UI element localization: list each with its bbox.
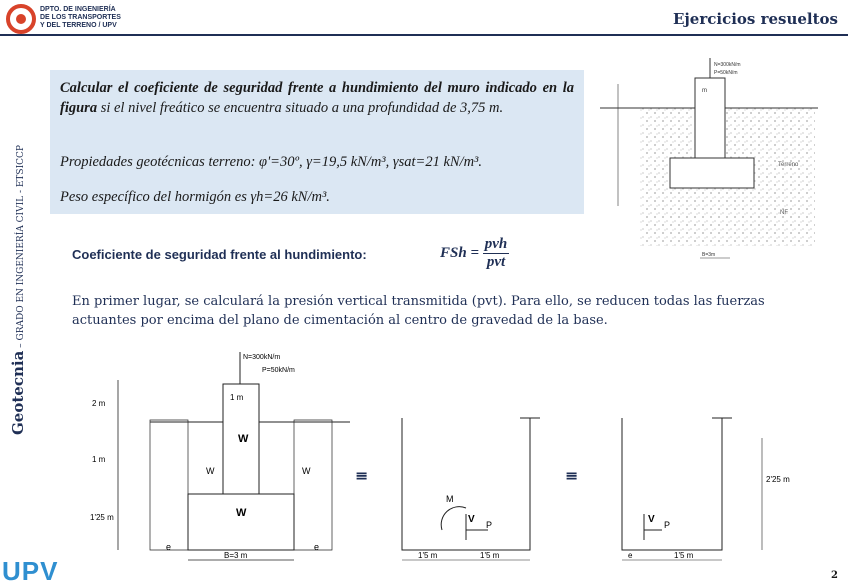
svg-text:m: m (702, 88, 707, 94)
svg-text:2 m: 2 m (92, 399, 106, 408)
safety-factor-label: Coeficiente de seguridad frente al hundimiento: (72, 247, 367, 262)
wall-soil-figure (590, 56, 830, 268)
upv-logo: UPV (2, 556, 59, 586)
svg-text:NF: NF (780, 210, 788, 216)
equivalence-symbol: ≡ (355, 466, 369, 485)
department-name: DPTO. DE INGENIERÍA DE LOS TRANSPORTES Y DEL TERRENO / UPV (40, 6, 121, 29)
svg-text:1'25 m: 1'25 m (90, 513, 114, 522)
resultant-forces-diagram (380, 410, 560, 572)
svg-text:W: W (238, 433, 249, 445)
svg-text:e: e (166, 542, 172, 552)
eccentric-load-diagram (600, 410, 810, 572)
svg-text:P=50kN/m: P=50kN/m (714, 70, 738, 76)
svg-text:1 m: 1 m (230, 393, 244, 402)
page-title: Ejercicios resueltos (672, 10, 838, 28)
svg-text:P=50kN/m: P=50kN/m (262, 367, 295, 374)
svg-text:N=300kN/m: N=300kN/m (243, 354, 281, 361)
safety-factor-formula: FSh = $\frac{\text{pvh}}{\text{pvt}}$ (440, 236, 508, 270)
explanation-text: En primer lugar, se calculará la presión vertical transmitida (pvt). Para ello, se reducen todas las fuerzas actuantes por encima del plano de cimentación al centro de gravedad de la base. (72, 294, 765, 328)
svg-text:W: W (206, 466, 215, 476)
svg-text:1 m: 1 m (92, 455, 106, 464)
svg-text:V: V (648, 514, 655, 525)
svg-text:1'5 m: 1'5 m (480, 551, 500, 560)
svg-text:Terreno: Terreno (778, 162, 799, 168)
wall-forces-diagram (90, 350, 360, 572)
equivalence-symbol-2: ≡ (565, 466, 579, 485)
header-rule (0, 34, 848, 36)
svg-text:N=300kN/m: N=300kN/m (714, 62, 741, 68)
soil-properties: Propiedades geotécnicas terreno: φ'=30º, γ=19,5 kN/m³, γsat=21 kN/m³. (60, 154, 483, 170)
page-number: 2 (831, 570, 838, 581)
svg-text:M: M (446, 494, 454, 504)
svg-text:V: V (468, 514, 475, 525)
svg-text:e: e (314, 542, 320, 552)
svg-text:W: W (236, 507, 247, 519)
svg-text:1'5 m: 1'5 m (674, 551, 694, 560)
course-side-label (8, 145, 27, 435)
concrete-unit-weight: Peso específico del hormigón es γh=26 kN/m³. (60, 189, 330, 205)
course-degree: – GRADO EN INGENIERÍA CIVIL - ETSICCP (16, 145, 26, 351)
problem-statement: Calcular el coeficiente de seguridad frente a hundimiento del muro indicado en la figura si el nivel freático se encuentra situado a una profundidad de 3,75 m. (60, 80, 574, 116)
svg-text:W: W (302, 466, 311, 476)
svg-text:P: P (486, 520, 493, 530)
svg-text:e: e (628, 551, 633, 560)
dept-logo-icon (6, 4, 36, 34)
svg-text:B=3m: B=3m (702, 252, 716, 258)
course-name: Geotecnia (9, 350, 27, 435)
svg-text:2'25 m: 2'25 m (766, 475, 790, 484)
svg-text:1'5 m: 1'5 m (418, 551, 438, 560)
svg-text:P: P (664, 520, 671, 530)
svg-text:B=3 m: B=3 m (224, 551, 248, 560)
problem-statement-box (50, 70, 584, 214)
